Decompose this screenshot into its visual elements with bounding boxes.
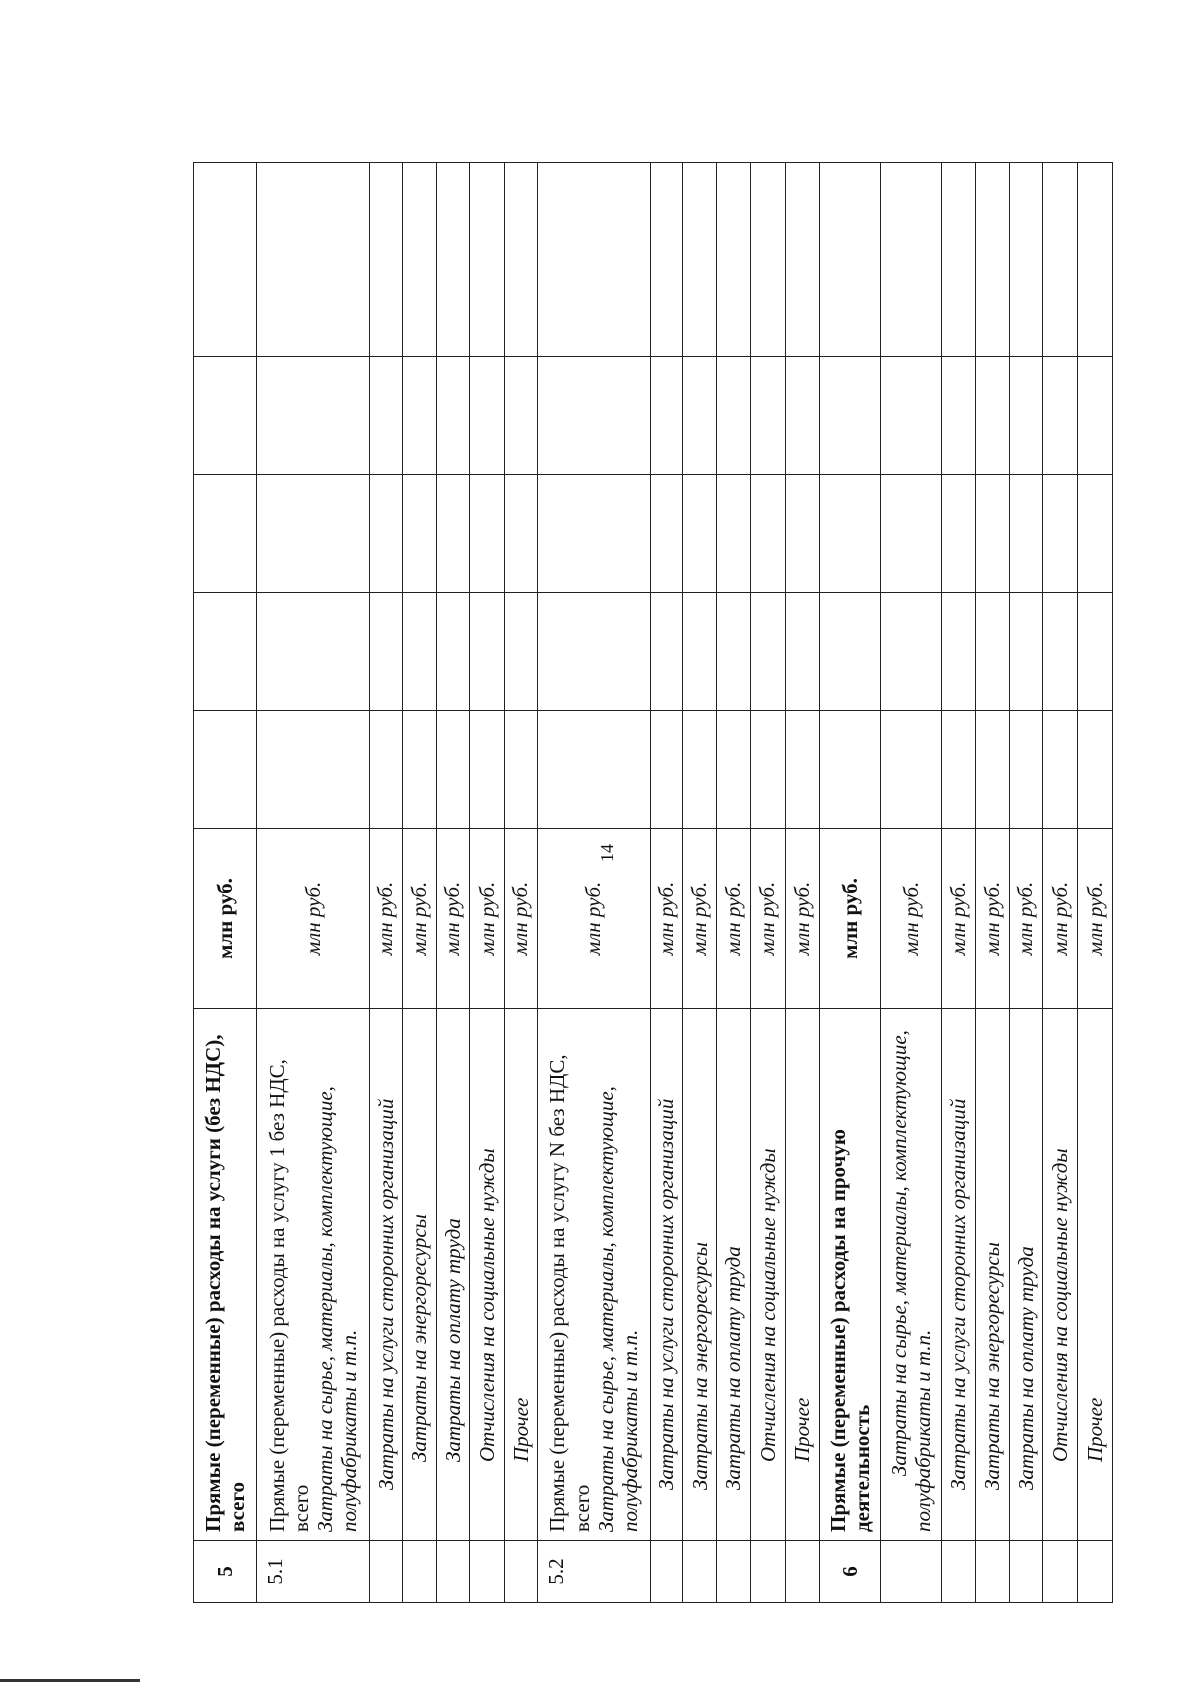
table-row bbox=[402, 163, 436, 1603]
table-row bbox=[785, 163, 820, 1603]
value-cell bbox=[785, 711, 820, 829]
row-unit: млн руб. bbox=[470, 829, 505, 1009]
value-cell bbox=[194, 711, 257, 829]
row-name-main: Прямые (переменные) расходы на услугу 1 без НДС, всего bbox=[264, 1059, 313, 1532]
value-cell bbox=[650, 593, 683, 711]
value-cell bbox=[257, 357, 370, 475]
value-cell bbox=[942, 163, 976, 357]
row-number bbox=[785, 1541, 820, 1603]
table-row bbox=[370, 163, 403, 1603]
row-name: Прочее bbox=[1078, 1009, 1113, 1541]
row-unit: млн руб. bbox=[1043, 829, 1078, 1009]
value-cell bbox=[194, 475, 257, 593]
value-cell bbox=[717, 163, 751, 357]
value-cell bbox=[370, 163, 403, 357]
row-name: Отчисления на социальные нужды bbox=[1043, 1009, 1078, 1541]
value-cell bbox=[881, 357, 942, 475]
row-number bbox=[402, 1541, 436, 1603]
value-cell bbox=[750, 711, 785, 829]
row-name: Затраты на услуги сторонних организаций bbox=[942, 1009, 976, 1541]
value-cell bbox=[975, 711, 1009, 829]
table-row bbox=[820, 163, 881, 1603]
value-cell bbox=[257, 163, 370, 357]
table-row bbox=[881, 163, 942, 1603]
value-cell bbox=[650, 475, 683, 593]
row-number bbox=[683, 1541, 717, 1603]
value-cell bbox=[1009, 475, 1043, 593]
table-row bbox=[436, 163, 470, 1603]
value-cell bbox=[683, 357, 717, 475]
row-unit: млн руб. bbox=[1078, 829, 1113, 1009]
row-unit: млн руб. bbox=[820, 829, 881, 1009]
value-cell bbox=[785, 593, 820, 711]
value-cell bbox=[1078, 711, 1113, 829]
table-row bbox=[537, 163, 650, 1603]
value-cell bbox=[942, 357, 976, 475]
value-cell bbox=[1078, 163, 1113, 357]
value-cell bbox=[785, 475, 820, 593]
row-number: 6 bbox=[820, 1541, 881, 1603]
value-cell bbox=[470, 475, 505, 593]
value-cell bbox=[402, 475, 436, 593]
row-name: Затраты на сырье, материалы, комплектующие, полуфабрикаты и т.п. bbox=[881, 1009, 942, 1541]
document-table-rotated bbox=[193, 163, 1113, 1603]
row-name bbox=[537, 1009, 650, 1541]
row-number bbox=[881, 1541, 942, 1603]
table-row bbox=[975, 163, 1009, 1603]
table-row bbox=[650, 163, 683, 1603]
row-unit: млн руб. bbox=[257, 829, 370, 1009]
row-number bbox=[942, 1541, 976, 1603]
value-cell bbox=[505, 593, 538, 711]
row-name: Затраты на оплату труда bbox=[717, 1009, 751, 1541]
value-cell bbox=[537, 163, 650, 357]
row-unit: млн руб. bbox=[942, 829, 976, 1009]
row-name: Прочее bbox=[785, 1009, 820, 1541]
row-unit: млн руб. bbox=[505, 829, 538, 1009]
row-name: Затраты на энергоресурсы bbox=[402, 1009, 436, 1541]
value-cell bbox=[881, 593, 942, 711]
value-cell bbox=[881, 711, 942, 829]
row-unit: млн руб. bbox=[1009, 829, 1043, 1009]
value-cell bbox=[1009, 357, 1043, 475]
value-cell bbox=[683, 593, 717, 711]
value-cell bbox=[750, 593, 785, 711]
row-number: 5 bbox=[194, 1541, 257, 1603]
value-cell bbox=[257, 711, 370, 829]
row-number: 5.1 bbox=[257, 1541, 370, 1603]
table-row bbox=[505, 163, 538, 1603]
value-cell bbox=[370, 711, 403, 829]
row-number bbox=[750, 1541, 785, 1603]
row-name: Отчисления на социальные нужды bbox=[750, 1009, 785, 1541]
row-unit: млн руб. bbox=[881, 829, 942, 1009]
value-cell bbox=[1009, 163, 1043, 357]
value-cell bbox=[1043, 593, 1078, 711]
value-cell bbox=[650, 163, 683, 357]
value-cell bbox=[975, 163, 1009, 357]
value-cell bbox=[257, 593, 370, 711]
row-name-sub: Затраты на сырье, материалы, комплектующие, полуфабрикаты и т.п. bbox=[593, 1086, 642, 1532]
value-cell bbox=[1043, 475, 1078, 593]
value-cell bbox=[942, 711, 976, 829]
row-unit: млн руб. bbox=[194, 829, 257, 1009]
row-number bbox=[370, 1541, 403, 1603]
value-cell bbox=[436, 475, 470, 593]
value-cell bbox=[750, 163, 785, 357]
value-cell bbox=[370, 475, 403, 593]
row-name: Затраты на оплату труда bbox=[436, 1009, 470, 1541]
value-cell bbox=[942, 475, 976, 593]
value-cell bbox=[436, 711, 470, 829]
value-cell bbox=[881, 163, 942, 357]
table-row bbox=[942, 163, 976, 1603]
table-row bbox=[470, 163, 505, 1603]
cost-table bbox=[193, 162, 1113, 1603]
table-row bbox=[1009, 163, 1043, 1603]
value-cell bbox=[402, 593, 436, 711]
row-unit: млн руб. bbox=[683, 829, 717, 1009]
value-cell bbox=[402, 357, 436, 475]
value-cell bbox=[650, 357, 683, 475]
value-cell bbox=[1078, 593, 1113, 711]
value-cell bbox=[194, 593, 257, 711]
value-cell bbox=[750, 357, 785, 475]
value-cell bbox=[402, 163, 436, 357]
table-row bbox=[1078, 163, 1113, 1603]
value-cell bbox=[194, 357, 257, 475]
row-unit: млн руб. bbox=[436, 829, 470, 1009]
value-cell bbox=[370, 357, 403, 475]
table-row bbox=[717, 163, 751, 1603]
row-unit: млн руб. bbox=[975, 829, 1009, 1009]
row-name: Затраты на услуги сторонних организаций bbox=[370, 1009, 403, 1541]
value-cell bbox=[820, 593, 881, 711]
value-cell bbox=[881, 475, 942, 593]
value-cell bbox=[1043, 163, 1078, 357]
row-name: Затраты на энергоресурсы bbox=[975, 1009, 1009, 1541]
value-cell bbox=[785, 357, 820, 475]
value-cell bbox=[402, 711, 436, 829]
value-cell bbox=[717, 593, 751, 711]
row-unit: млн руб. bbox=[537, 829, 650, 1009]
value-cell bbox=[370, 593, 403, 711]
value-cell bbox=[820, 163, 881, 357]
value-cell bbox=[650, 711, 683, 829]
value-cell bbox=[505, 475, 538, 593]
value-cell bbox=[717, 475, 751, 593]
value-cell bbox=[470, 357, 505, 475]
value-cell bbox=[975, 593, 1009, 711]
row-number: 5.2 bbox=[537, 1541, 650, 1603]
value-cell bbox=[683, 163, 717, 357]
page-number: 14 bbox=[597, 844, 617, 862]
row-unit: млн руб. bbox=[750, 829, 785, 1009]
value-cell bbox=[1043, 357, 1078, 475]
value-cell bbox=[750, 475, 785, 593]
value-cell bbox=[1078, 475, 1113, 593]
value-cell bbox=[194, 163, 257, 357]
value-cell bbox=[470, 593, 505, 711]
row-name: Затраты на оплату труда bbox=[1009, 1009, 1043, 1541]
row-name: Отчисления на социальные нужды bbox=[470, 1009, 505, 1541]
row-unit: млн руб. bbox=[650, 829, 683, 1009]
row-number bbox=[505, 1541, 538, 1603]
value-cell bbox=[505, 163, 538, 357]
row-unit: млн руб. bbox=[717, 829, 751, 1009]
value-cell bbox=[683, 711, 717, 829]
row-name: Прочее bbox=[505, 1009, 538, 1541]
table-row bbox=[683, 163, 717, 1603]
value-cell bbox=[436, 357, 470, 475]
row-name: Затраты на энергоресурсы bbox=[683, 1009, 717, 1541]
row-unit: млн руб. bbox=[785, 829, 820, 1009]
row-name-main: Прямые (переменные) расходы на услугу N без НДС, всего bbox=[545, 1054, 594, 1532]
row-unit: млн руб. bbox=[370, 829, 403, 1009]
row-number bbox=[470, 1541, 505, 1603]
value-cell bbox=[975, 475, 1009, 593]
row-name: Затраты на услуги сторонних организаций bbox=[650, 1009, 683, 1541]
value-cell bbox=[820, 711, 881, 829]
value-cell bbox=[1009, 711, 1043, 829]
value-cell bbox=[436, 593, 470, 711]
row-name: Прямые (переменные) расходы на услуги (без НДС), всего bbox=[194, 1009, 257, 1541]
value-cell bbox=[537, 475, 650, 593]
value-cell bbox=[1009, 593, 1043, 711]
row-name: Прямые (переменные) расходы на прочую деятельность bbox=[820, 1009, 881, 1541]
value-cell bbox=[470, 711, 505, 829]
scan-edge-line bbox=[0, 1679, 140, 1682]
row-number bbox=[1078, 1541, 1113, 1603]
row-number bbox=[717, 1541, 751, 1603]
value-cell bbox=[975, 357, 1009, 475]
value-cell bbox=[820, 475, 881, 593]
value-cell bbox=[537, 357, 650, 475]
value-cell bbox=[1043, 711, 1078, 829]
value-cell bbox=[537, 593, 650, 711]
value-cell bbox=[785, 163, 820, 357]
row-name bbox=[257, 1009, 370, 1541]
value-cell bbox=[942, 593, 976, 711]
value-cell bbox=[717, 357, 751, 475]
table-row bbox=[750, 163, 785, 1603]
value-cell bbox=[257, 475, 370, 593]
table-row bbox=[194, 163, 257, 1603]
row-unit: млн руб. bbox=[402, 829, 436, 1009]
value-cell bbox=[820, 357, 881, 475]
value-cell bbox=[717, 711, 751, 829]
row-number bbox=[650, 1541, 683, 1603]
table-row bbox=[257, 163, 370, 1603]
value-cell bbox=[505, 711, 538, 829]
row-name-sub: Затраты на сырье, материалы, комплектующие, полуфабрикаты и т.п. bbox=[313, 1086, 362, 1532]
value-cell bbox=[436, 163, 470, 357]
row-number bbox=[436, 1541, 470, 1603]
row-number bbox=[1043, 1541, 1078, 1603]
value-cell bbox=[537, 711, 650, 829]
value-cell bbox=[1078, 357, 1113, 475]
row-number bbox=[975, 1541, 1009, 1603]
value-cell bbox=[505, 357, 538, 475]
row-number bbox=[1009, 1541, 1043, 1603]
table-row bbox=[1043, 163, 1078, 1603]
value-cell bbox=[470, 163, 505, 357]
value-cell bbox=[683, 475, 717, 593]
